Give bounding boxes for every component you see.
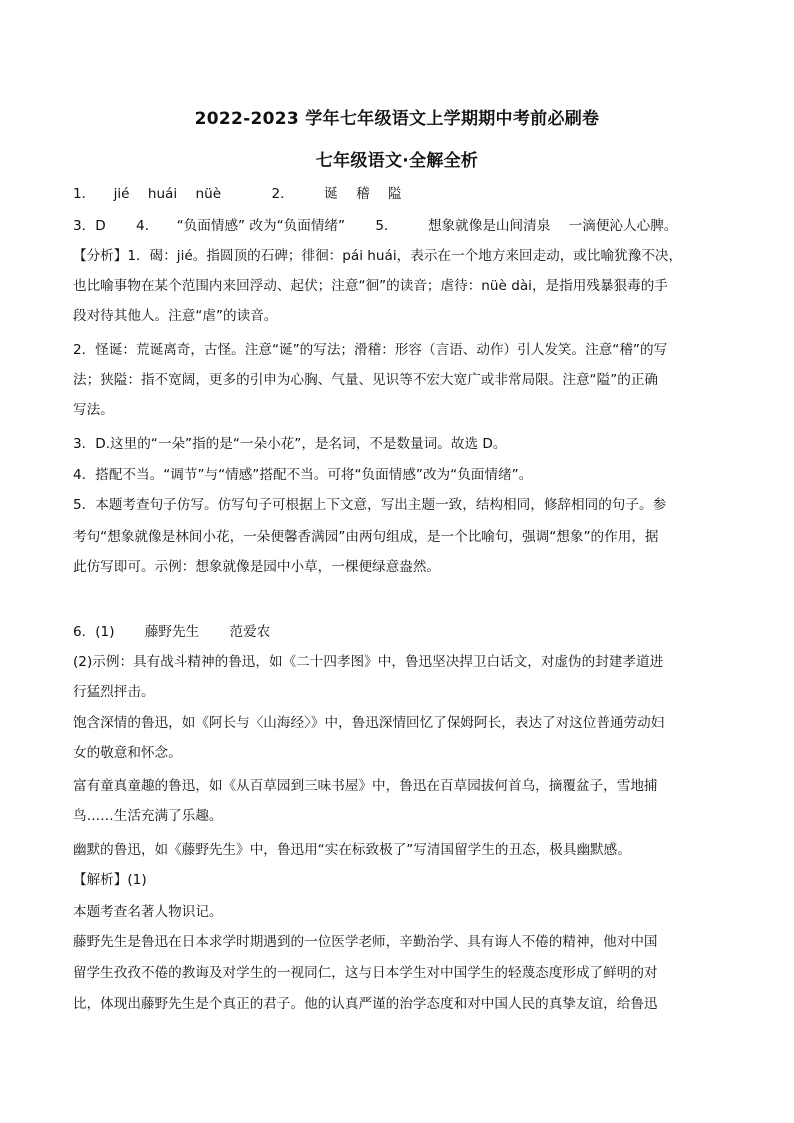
analysis-line: 写法。 [73,402,114,418]
analysis-line: 此仿写即可。示例：想象就像是园中小草，一棵便绿意盎然。 [73,559,441,575]
q1-pinyin-3: nüè [195,186,222,202]
q4-answer: “负面情感” 改为“负面情绪” [176,218,346,234]
q1-number: 1． [73,186,96,202]
analysis-line: 段对待其他人。注意“虐”的读音。 [73,308,278,324]
q1-pinyin-2: huái [147,186,178,202]
q2-char-2: 稽 [355,186,370,202]
q3-answer: 3．D [73,218,106,234]
answer-row-1 [73,184,723,204]
q5-number: 5． [375,218,398,234]
section6-line: 比，体现出藤野先生是个真正的君子。他的认真严谨的治学态度和对中国人民的真挚友谊，给鲁迅 [73,996,658,1012]
section6-line: 鸟……生活充满了乐趣。 [73,808,223,824]
q2-number: 2． [271,186,294,202]
section6-line: 藤野先生是鲁迅在日本求学时期遇到的一位医学老师，辛勤治学、具有诲人不倦的精神，他对中国 [73,934,658,950]
section6-line: 行猛烈抨击。 [73,684,155,700]
q5-answer-part-1: 想象就像是山间清泉 [427,218,551,234]
q6-number: 6．(1) [73,624,115,640]
analysis-line: 也比喻事物在某个范围内来回浮动、起伏；注意“徊”的读音；虐待：nüè dài，是指用残暴狠毒的手 [73,278,668,294]
answer-row-2 [73,216,723,236]
analysis-line: 5．本题考查句子仿写。仿写句子可根据上下文意，写出主题一致，结构相同，修辞相同的句子。参 [73,497,667,513]
analysis-line: 法；狭隘：指不宽阔，更多的引申为心胸、气量、见识等不宏大宽广或非常局限。注意“隘”的正确 [73,372,659,388]
section6-line: (2)示例：具有战斗精神的鲁迅，如《二十四孝图》中，鲁迅坚决捍卫白话文，对虚伪的封建孝道进 [73,654,664,670]
q1-pinyin-1: jié [113,186,130,202]
q2-char-3: 隘 [387,186,402,202]
section6-line: 【解析】(1) [73,872,147,888]
q2-char-1: 诞 [324,186,338,202]
q6-answer-1: 藤野先生 [144,624,200,640]
document-subtitle: 七年级语文·全解全析 [315,151,479,171]
q6-answer-2: 范爱农 [229,624,271,640]
q5-answer-part-2: 一滴便沁人心脾。 [568,218,678,234]
section6-line: 富有童真童趣的鲁迅，如《从百草园到三味书屋》中，鲁迅在百草园拔何首乌，摘覆盆子，雪地捕 [73,778,658,794]
q4-number: 4． [136,218,159,234]
analysis-line: 2．怪诞：荒诞离奇，古怪。注意“诞”的写法；滑稽：形容（言语、动作）引人发笑。注意“稽”的写 [73,342,668,358]
section6-line: 饱含深情的鲁迅，如《阿长与〈山海经〉》中，鲁迅深情回忆了保姆阿长，表达了对这位普通劳动妇 [73,715,665,731]
analysis-line: 4．搭配不当。“调节”与“情感”搭配不当。可将“负面情感”改为“负面情绪”。 [73,467,533,483]
section6-line: 本题考查名著人物识记。 [73,904,223,920]
analysis-line: 3．D.这里的“一朵”指的是“一朵小花”，是名词，不是数量词。故选 D。 [73,436,507,452]
section6-line: 女的敬意和怀念。 [73,745,182,761]
document-title: 2022-2023 学年七年级语文上学期期中考前必刷卷 [194,109,600,129]
section6-line: 留学生孜孜不倦的教诲及对学生的一视同仁，这与日本学生对中国学生的轻蔑态度形成了鲜明的对 [73,965,658,981]
analysis-line: 考句“想象就像是林间小花，一朵便馨香满园”由两句组成，是一个比喻句，强调“想象”的作用，据 [73,529,659,545]
section6-line: 幽默的鲁迅，如《藤野先生》中，鲁迅用“实在标致极了”写清国留学生的丑态，极具幽默感。 [73,842,631,858]
q6-answer-row [73,622,723,642]
analysis-line: 【分析】1．碣：jié。指圆顶的石碑；徘徊：pái huái，表示在一个地方来回走动，或比喻犹豫不决， [73,248,683,264]
